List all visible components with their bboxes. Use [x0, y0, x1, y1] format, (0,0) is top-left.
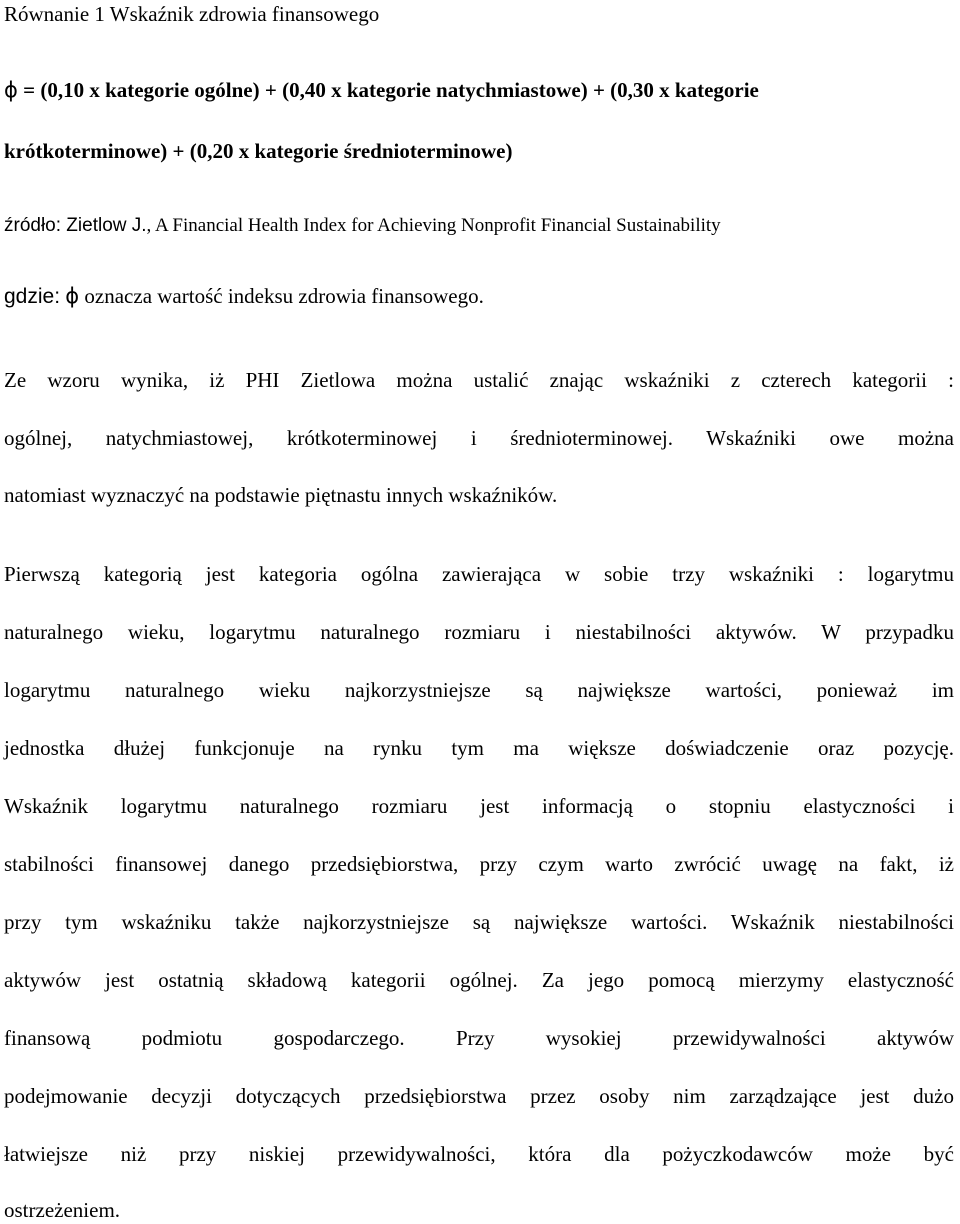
paragraph2-line: logarytmu naturalnego wieku najkorzystniejsze są największe wartości, ponieważ im	[4, 678, 954, 702]
source-prefix: źródło: Zietlow J.	[4, 215, 147, 236]
definition-phi-symbol: ϕ	[65, 284, 80, 308]
paragraph2-line: łatwiejsze niż przy niskiej przewidywalności, która dla pożyczkodawców może być	[4, 1142, 954, 1166]
formula-line-2	[4, 137, 954, 165]
caption-title: Wskaźnik zdrowia finansowego	[109, 2, 380, 26]
formula-text-1: = (0,10 x kategorie ogólne) + (0,40 x kategorie natychmiastowe) + (0,30 x kategorie	[23, 78, 759, 102]
paragraph1-line: Ze wzoru wynika, iż PHI Zietlowa można ustalić znając wskaźniki z czterech kategorii :	[4, 368, 954, 392]
formula-text-2: krótkoterminowe) + (0,20 x kategorie średnioterminowe)	[4, 139, 513, 163]
paragraph2-line: finansową podmiotu gospodarczego. Przy wysokiej przewidywalności aktywów	[4, 1026, 954, 1050]
paragraph2-line: Pierwszą kategorią jest kategoria ogólna zawierająca w sobie trzy wskaźniki : logarytmu	[4, 562, 954, 586]
source-line	[4, 212, 954, 240]
definition-line	[4, 282, 954, 311]
paragraph2-line: stabilności finansowej danego przedsiębiorstwa, przy czym warto zwrócić uwagę na fakt, iż	[4, 852, 954, 876]
caption-label: Równanie 1	[4, 2, 105, 26]
paragraph2-line: naturalnego wieku, logarytmu naturalnego rozmiaru i niestabilności aktywów. W przypadku	[4, 620, 954, 644]
formula-line-1	[4, 76, 954, 104]
paragraph1-line: ogólnej, natychmiastowej, krótkoterminowej i średnioterminowej. Wskaźniki owe można	[4, 426, 954, 450]
equation-caption	[4, 0, 954, 28]
paragraph2-line: Wskaźnik logarytmu naturalnego rozmiaru jest informacją o stopniu elastyczności i	[4, 794, 954, 818]
definition-text: oznacza wartość indeksu zdrowia finansowego.	[84, 284, 484, 308]
source-rest: , A Financial Health Index for Achieving Nonprofit Financial Sustainability	[146, 215, 721, 236]
definition-prefix: gdzie:	[4, 285, 61, 308]
paragraph2-line: jednostka dłużej funkcjonuje na rynku tym ma większe doświadczenie oraz pozycję.	[4, 736, 954, 760]
phi-symbol: ϕ	[4, 78, 18, 102]
paragraph2-line: aktywów jest ostatnią składową kategorii ogólnej. Za jego pomocą mierzymy elastyczność	[4, 968, 954, 992]
paragraph1-line: natomiast wyznaczyć na podstawie piętnastu innych wskaźników.	[4, 483, 558, 507]
paragraph2-line: podejmowanie decyzji dotyczących przedsiębiorstwa przez osoby nim zarządzające jest dużo	[4, 1084, 954, 1108]
paragraph2-line: ostrzeżeniem.	[4, 1198, 121, 1222]
paragraph2-line: przy tym wskaźniku także najkorzystniejsze są największe wartości. Wskaźnik niestabilności	[4, 910, 954, 934]
